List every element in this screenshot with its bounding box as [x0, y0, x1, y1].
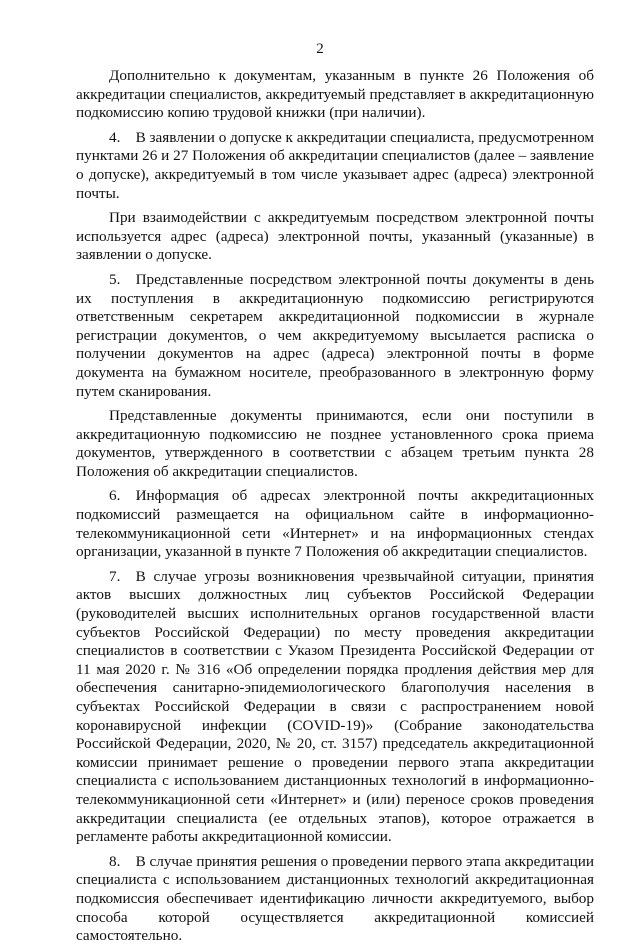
- paragraph-documents-accepted: Представленные документы принимаются, если они поступили в аккредитационную подкомиссию не позднее установленного срока приема документов, утвержденного в соответствии с абзацем третьим пункта 28 Положения об аккредитации специалистов.: [76, 407, 594, 480]
- paragraph-item-8: 8. В случае принятия решения о проведении первого этапа аккредитации специалиста с использованием дистанционных технологий аккредитационная подкомиссия обеспечивает идентификацию личности аккредитуемого, выбор способа которой осуществляется аккредитационной комиссией самостоятельно.: [76, 852, 594, 945]
- paragraph-item-6: 6. Информация об адресах электронной почты аккредитационных подкомиссий размещается на официальном сайте в информационно-телекоммуникационной сети «Интернет» и на информационных стендах организации, указанной в пункте 7 Положения об аккредитации специалистов.: [76, 487, 594, 561]
- page-number: 2: [316, 41, 324, 57]
- paragraph-email-interaction: При взаимодействии с аккредитуемым посредством электронной почты используется адрес (адреса) электронной почты, указанный (указанные) в заявлении о допуске.: [76, 209, 594, 264]
- paragraph-item-7: 7. В случае угрозы возникновения чрезвычайной ситуации, принятия актов высших должностных лиц субъектов Российской Федерации (руководителей высших исполнительных органов государственной власти субъектов Российской Федерации) по месту проведения аккредитации специалистов в соответствии с Указом Президента Российской Федерации от 11 мая 2020 г. № 316 «Об определении порядка продления действия мер для обеспечения санитарно-эпидемиологического благополучия населения в субъектах Российской Федерации в связи с распространением новой коронавирусной инфекции (COVID-19)» (Собрание законодательства Российской Федерации, 2020, № 20, ст. 3157) председатель аккредитационной комиссии принимает решение о проведении первого этапа аккредитации специалиста с использованием дистанционных технологий в информационно-телекоммуникационной сети «Интернет» и (или) переносе сроков проведения аккредитации специалиста (ее отдельных этапов), которое отражается в регламенте работы аккредитационной комиссии.: [76, 567, 594, 846]
- paragraph-item-5: 5. Представленные посредством электронной почты документы в день их поступления в аккредитационную подкомиссию регистрируются ответственным секретарем аккредитационной подкомиссии в журнале регистрации документов, о чем аккредитуемому высылается расписка о получении документов на адрес (адреса) электронной почты в форме документа на бумажном носителе, преобразованного в электронную форму путем сканирования.: [76, 270, 594, 400]
- document-body: [76, 67, 594, 952]
- paragraph-additional-documents: Дополнительно к документам, указанным в пункте 26 Положения об аккредитации специалистов, аккредитуемый представляет в аккредитационную подкомиссию копию трудовой книжки (при наличии).: [76, 67, 594, 122]
- paragraph-item-4: 4. В заявлении о допуске к аккредитации специалиста, предусмотренном пунктами 26 и 27 Положения об аккредитации специалистов (далее – заявление о допуске), аккредитуемый в том числе указывает адрес (адреса) электронной почты.: [76, 128, 594, 202]
